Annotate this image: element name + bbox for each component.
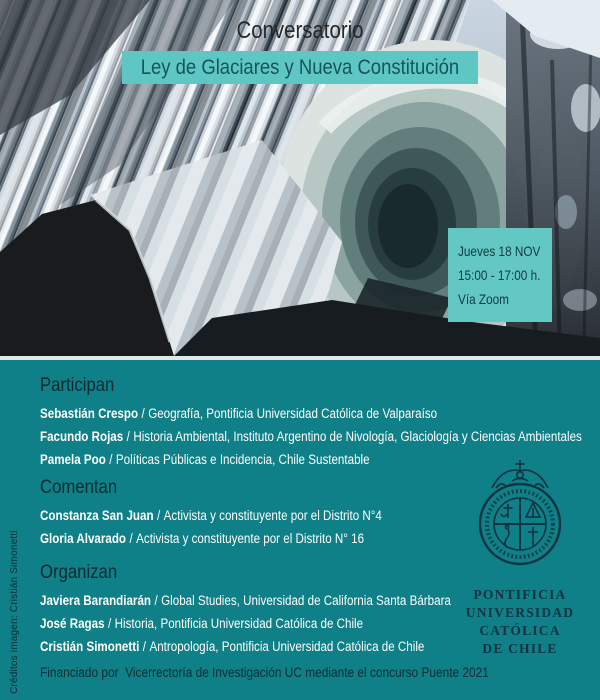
person-role: Geografía, Pontificia Universidad Católica de Valparaíso xyxy=(148,406,438,421)
list-item xyxy=(40,504,382,527)
section-participan xyxy=(40,374,600,471)
person-name: Facundo Rojas xyxy=(40,429,124,444)
event-time: 15:00 - 17:00 h. xyxy=(458,267,541,283)
separator: / xyxy=(141,406,145,421)
section-heading: Comentan xyxy=(40,477,118,498)
person-name: José Ragas xyxy=(40,616,105,631)
person-role: Activista y constituyente por el Distrito N°4 xyxy=(163,508,382,523)
image-credits: Créditos imagen: Cristián Simonetti xyxy=(9,530,20,694)
section-organizan xyxy=(40,561,518,658)
separator: / xyxy=(129,531,133,546)
list-item xyxy=(40,635,451,658)
event-title: Ley de Glaciares y Nueva Constitución xyxy=(140,55,460,79)
list-item xyxy=(40,589,451,612)
photo-divider xyxy=(0,356,600,360)
uc-wordmark xyxy=(452,586,588,658)
separator: / xyxy=(107,616,112,631)
person-name: Pamela Poo xyxy=(40,452,106,467)
separator: / xyxy=(109,452,113,467)
list-item xyxy=(40,527,382,550)
uc-wordmark-line: DE CHILE xyxy=(482,641,558,656)
separator: / xyxy=(156,508,161,523)
person-role: Historia, Pontificia Universidad Católica de Chile xyxy=(114,616,364,631)
person-name: Sebastián Crespo xyxy=(40,406,139,421)
section-heading: Participan xyxy=(40,375,115,396)
person-name: Gloria Alvarado xyxy=(40,531,127,546)
title-band xyxy=(122,51,478,84)
person-role: Global Studies, Universidad de California Santa Bárbara xyxy=(161,593,451,608)
date-box xyxy=(448,228,552,322)
list-item xyxy=(40,425,582,448)
list-item xyxy=(40,612,451,635)
uc-seal-icon xyxy=(468,458,572,582)
uc-logo xyxy=(452,458,588,658)
separator: / xyxy=(154,593,158,608)
uc-wordmark-line: UNIVERSIDAD xyxy=(465,605,575,620)
uc-wordmark-line: CATÓLICA xyxy=(479,623,561,638)
list-item xyxy=(40,402,582,425)
event-date: Jueves 18 NOV xyxy=(458,243,541,259)
person-name: Cristián Simonetti xyxy=(40,639,140,654)
person-role: Políticas Públicas e Incidencia, Chile Sustentable xyxy=(115,452,370,467)
person-name: Javiera Barandiarán xyxy=(40,593,152,608)
person-name: Constanza San Juan xyxy=(40,508,154,523)
separator: / xyxy=(142,639,147,654)
event-platform: Vía Zoom xyxy=(458,291,509,307)
person-role: Antropología, Pontificia Universidad Católica de Chile xyxy=(149,639,425,654)
person-role: Historia Ambiental, Instituto Argentino de Nivología, Glaciología y Ciencias Ambientales xyxy=(133,429,582,444)
uc-wordmark-line: PONTIFICIA xyxy=(473,587,567,602)
event-kicker: Conversatorio xyxy=(236,17,364,44)
separator: / xyxy=(126,429,130,444)
section-heading: Organizan xyxy=(40,562,118,583)
funding-note: Financiado por Vicerrectoría de Investigación UC mediante el concurso Puente 2021 xyxy=(40,665,489,680)
person-role: Activista y constituyente por el Distrito N° 16 xyxy=(136,531,365,546)
section-comentan xyxy=(40,476,438,550)
